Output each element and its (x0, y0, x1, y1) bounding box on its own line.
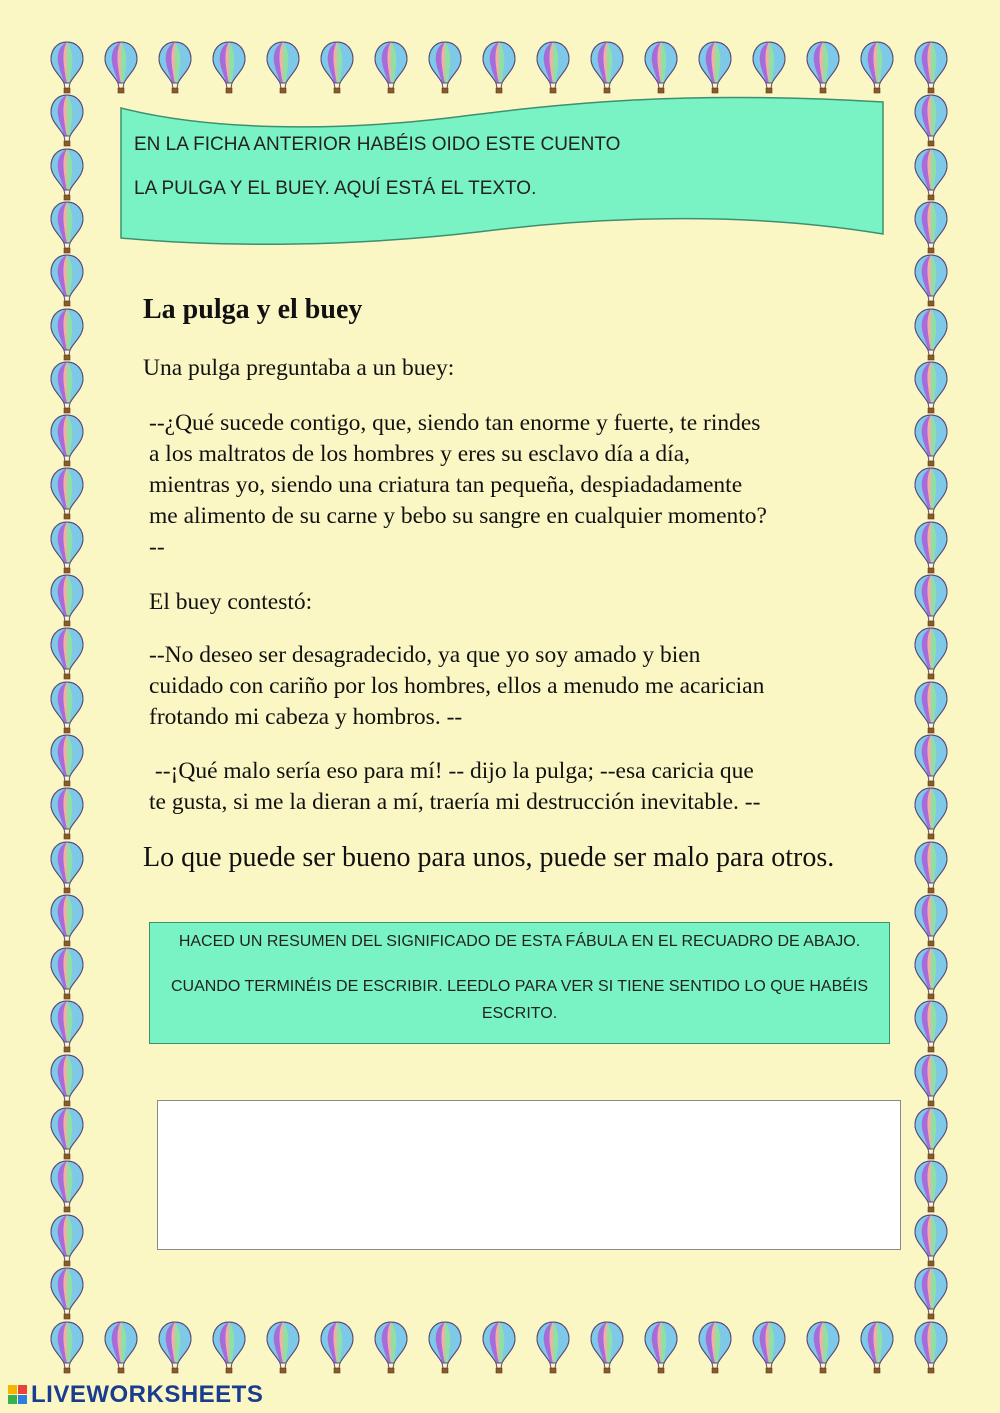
hot-air-balloon-icon (914, 573, 948, 629)
hot-air-balloon-icon (266, 40, 300, 96)
hot-air-balloon-icon (914, 1266, 948, 1322)
hot-air-balloon-icon (158, 1320, 192, 1376)
hot-air-balloon-icon (320, 1320, 354, 1376)
hot-air-balloon-icon (50, 307, 84, 363)
header-banner (118, 96, 888, 246)
hot-air-balloon-icon (914, 413, 948, 469)
hot-air-balloon-icon (806, 40, 840, 96)
hot-air-balloon-icon (914, 200, 948, 256)
banner-shape (118, 96, 888, 246)
story-intro: Una pulga preguntaba a un buey: (143, 355, 455, 381)
hot-air-balloon-icon (914, 999, 948, 1055)
instruction-line-1: HACED UN RESUMEN DEL SIGNIFICADO DE ESTA FÁBULA EN EL RECUADRO DE ABAJO. (178, 933, 861, 950)
hot-air-balloon-icon (50, 360, 84, 416)
hot-air-balloon-icon (50, 253, 84, 309)
instruction-line-2: CUANDO TERMINÉIS DE ESCRIBIR. LEEDLO PARA VER SI TIENE SENTIDO LO QUE HABÉIS ESCRITO. (170, 978, 869, 1022)
hot-air-balloon-icon (50, 1266, 84, 1322)
hot-air-balloon-icon (50, 520, 84, 576)
hot-air-balloon-icon (50, 40, 84, 96)
story-moral: Lo que puede ser bueno para unos, puede ser malo para otros. (143, 842, 835, 873)
hot-air-balloon-icon (50, 1320, 84, 1376)
liveworksheets-logo-icon (8, 1385, 28, 1405)
hot-air-balloon-icon (50, 573, 84, 629)
banner-line-2: LA PULGA Y EL BUEY. AQUÍ ESTÁ EL TEXTO. (134, 178, 537, 199)
hot-air-balloon-icon (482, 1320, 516, 1376)
hot-air-balloon-icon (428, 40, 462, 96)
hot-air-balloon-icon (914, 360, 948, 416)
flea-question-end: -- (149, 534, 165, 560)
ox-answer: --No deseo ser desagradecido, ya que yo soy amado y bien cuidado con cariño por los hombres, ellos a menudo me acarician frotando mi cabeza y hombros. -- (149, 642, 765, 730)
hot-air-balloon-icon (914, 1213, 948, 1269)
logo-text: LIVEWORKSHEETS (31, 1381, 264, 1408)
liveworksheets-logo (8, 1383, 263, 1407)
hot-air-balloon-icon (320, 40, 354, 96)
answer-box[interactable] (157, 1100, 901, 1250)
hot-air-balloon-icon (914, 1106, 948, 1162)
flea-question: --¿Qué sucede contigo, que, siendo tan enorme y fuerte, te rindes a los maltratos de los hombres y eres su esclavo día a día, mientras yo, siendo una criatura tan pequeña, despiadadamente me alimento de su carne y bebo su sangre en cualquier momento? (149, 410, 767, 529)
hot-air-balloon-icon (50, 893, 84, 949)
hot-air-balloon-icon (104, 40, 138, 96)
hot-air-balloon-icon (50, 1053, 84, 1109)
hot-air-balloon-icon (50, 466, 84, 522)
hot-air-balloon-icon (158, 40, 192, 96)
hot-air-balloon-icon (914, 733, 948, 789)
flea-reply: --¡Qué malo sería eso para mí! -- dijo la pulga; --esa caricia que te gusta, si me la dieran a mí, traería mi destrucción inevitable. -- (149, 758, 761, 815)
hot-air-balloon-icon (50, 626, 84, 682)
hot-air-balloon-icon (860, 1320, 894, 1376)
answer-input[interactable] (158, 1101, 900, 1249)
hot-air-balloon-icon (590, 1320, 624, 1376)
hot-air-balloon-icon (50, 680, 84, 736)
hot-air-balloon-icon (266, 1320, 300, 1376)
hot-air-balloon-icon (914, 1320, 948, 1376)
hot-air-balloon-icon (536, 40, 570, 96)
hot-air-balloon-icon (914, 307, 948, 363)
hot-air-balloon-icon (536, 1320, 570, 1376)
hot-air-balloon-icon (914, 1159, 948, 1215)
hot-air-balloon-icon (698, 40, 732, 96)
hot-air-balloon-icon (644, 40, 678, 96)
hot-air-balloon-icon (50, 1213, 84, 1269)
hot-air-balloon-icon (914, 93, 948, 149)
hot-air-balloon-icon (914, 680, 948, 736)
hot-air-balloon-icon (644, 1320, 678, 1376)
hot-air-balloon-icon (374, 40, 408, 96)
hot-air-balloon-icon (914, 893, 948, 949)
hot-air-balloon-icon (914, 946, 948, 1002)
hot-air-balloon-icon (50, 147, 84, 203)
hot-air-balloon-icon (212, 40, 246, 96)
hot-air-balloon-icon (50, 1159, 84, 1215)
hot-air-balloon-icon (50, 999, 84, 1055)
hot-air-balloon-icon (752, 40, 786, 96)
hot-air-balloon-icon (50, 786, 84, 842)
hot-air-balloon-icon (590, 40, 624, 96)
hot-air-balloon-icon (50, 200, 84, 256)
hot-air-balloon-icon (914, 147, 948, 203)
banner-line-1: EN LA FICHA ANTERIOR HABÉIS OIDO ESTE CUENTO (134, 134, 621, 155)
hot-air-balloon-icon (50, 93, 84, 149)
hot-air-balloon-icon (752, 1320, 786, 1376)
hot-air-balloon-icon (914, 40, 948, 96)
instructions-panel (149, 922, 890, 1044)
hot-air-balloon-icon (914, 1053, 948, 1109)
hot-air-balloon-icon (914, 840, 948, 896)
hot-air-balloon-icon (374, 1320, 408, 1376)
hot-air-balloon-icon (428, 1320, 462, 1376)
hot-air-balloon-icon (914, 626, 948, 682)
hot-air-balloon-icon (50, 946, 84, 1002)
hot-air-balloon-icon (50, 733, 84, 789)
hot-air-balloon-icon (860, 40, 894, 96)
hot-air-balloon-icon (212, 1320, 246, 1376)
story-title: La pulga y el buey (143, 294, 363, 325)
hot-air-balloon-icon (914, 786, 948, 842)
hot-air-balloon-icon (50, 840, 84, 896)
hot-air-balloon-icon (914, 253, 948, 309)
ox-answer-intro: El buey contestó: (149, 589, 313, 615)
hot-air-balloon-icon (50, 1106, 84, 1162)
hot-air-balloon-icon (914, 520, 948, 576)
hot-air-balloon-icon (104, 1320, 138, 1376)
hot-air-balloon-icon (698, 1320, 732, 1376)
hot-air-balloon-icon (50, 413, 84, 469)
hot-air-balloon-icon (482, 40, 516, 96)
hot-air-balloon-icon (806, 1320, 840, 1376)
hot-air-balloon-icon (914, 466, 948, 522)
